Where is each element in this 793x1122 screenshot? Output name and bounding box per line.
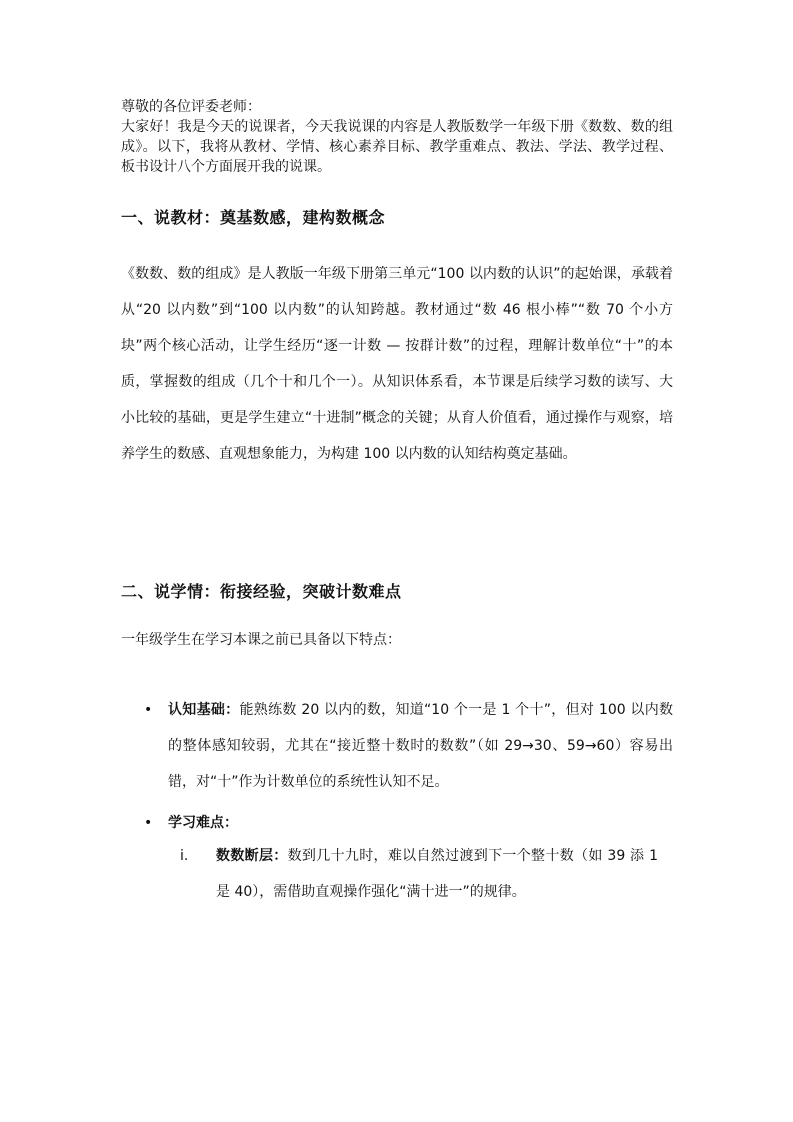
bullet-icon: • xyxy=(144,815,153,831)
list-item-term: 学习难点： xyxy=(168,815,238,831)
list-item-term: 认知基础： xyxy=(168,702,240,718)
list-item-cognitive-basis xyxy=(144,692,673,800)
sub-list-marker: i. xyxy=(180,848,189,864)
section-2-heading: 二、说学情：衔接经验，突破计数难点 xyxy=(121,582,402,601)
list-item-learning-difficulty xyxy=(144,805,673,841)
sub-list-item-counting-gap xyxy=(180,838,659,910)
section-1-heading: 一、说教材：奠基数感，建构数概念 xyxy=(121,208,386,227)
section-1-body: 《数数、数的组成》是人教版一年级下册第三单元“100 以内数的认识”的起始课，承载着从“20 以内数”到“100 以内数”的认知跨越。教材通过“数 46 根小棒”“数 70 个小方块”两个核心活动，让学生经历“逐一计数 — 按群计数”的过程，理解计数单位“十”的本质，掌握数的组成（几个十和几个一）。从知识体系看，本节课是后续学习数的读写、大小比较的基础，更是学生建立“十进制”概念的关键；从育人价值看，通过操作与观察，培养学生的数感、直观想象能力，为构建 100 以内数的认知结构奠定基础。 xyxy=(121,266,673,462)
intro-paragraph: 大家好！我是今天的说课者，今天我说课的内容是人教版数学一年级下册《数数、数的组成》。以下，我将从教材、学情、核心素养目标、教学重难点、教法、学法、教学过程、板书设计八个方面展开我的说课。 xyxy=(121,119,673,175)
sub-list-item-term: 数数断层： xyxy=(216,848,288,864)
section-2-lead: 一年级学生在学习本课之前已具备以下特点： xyxy=(121,632,401,648)
bullet-icon: • xyxy=(144,702,153,718)
list-item-text: 能熟练数 20 以内的数，知道“10 个一是 1 个十”，但对 100 以内数的整体感知较弱，尤其在“接近整十数时的数数”（如 29→30、59→60）容易出错，对“十”作为计数单位的系统性认知不足。 xyxy=(168,702,673,790)
salutation: 尊敬的各位评委老师： xyxy=(121,99,261,115)
sub-list-item-text: 数到几十九时，难以自然过渡到下一个整十数（如 39 添 1 是 40），需借助直观操作强化“满十进一”的规律。 xyxy=(216,848,659,900)
intro-block xyxy=(121,97,673,177)
